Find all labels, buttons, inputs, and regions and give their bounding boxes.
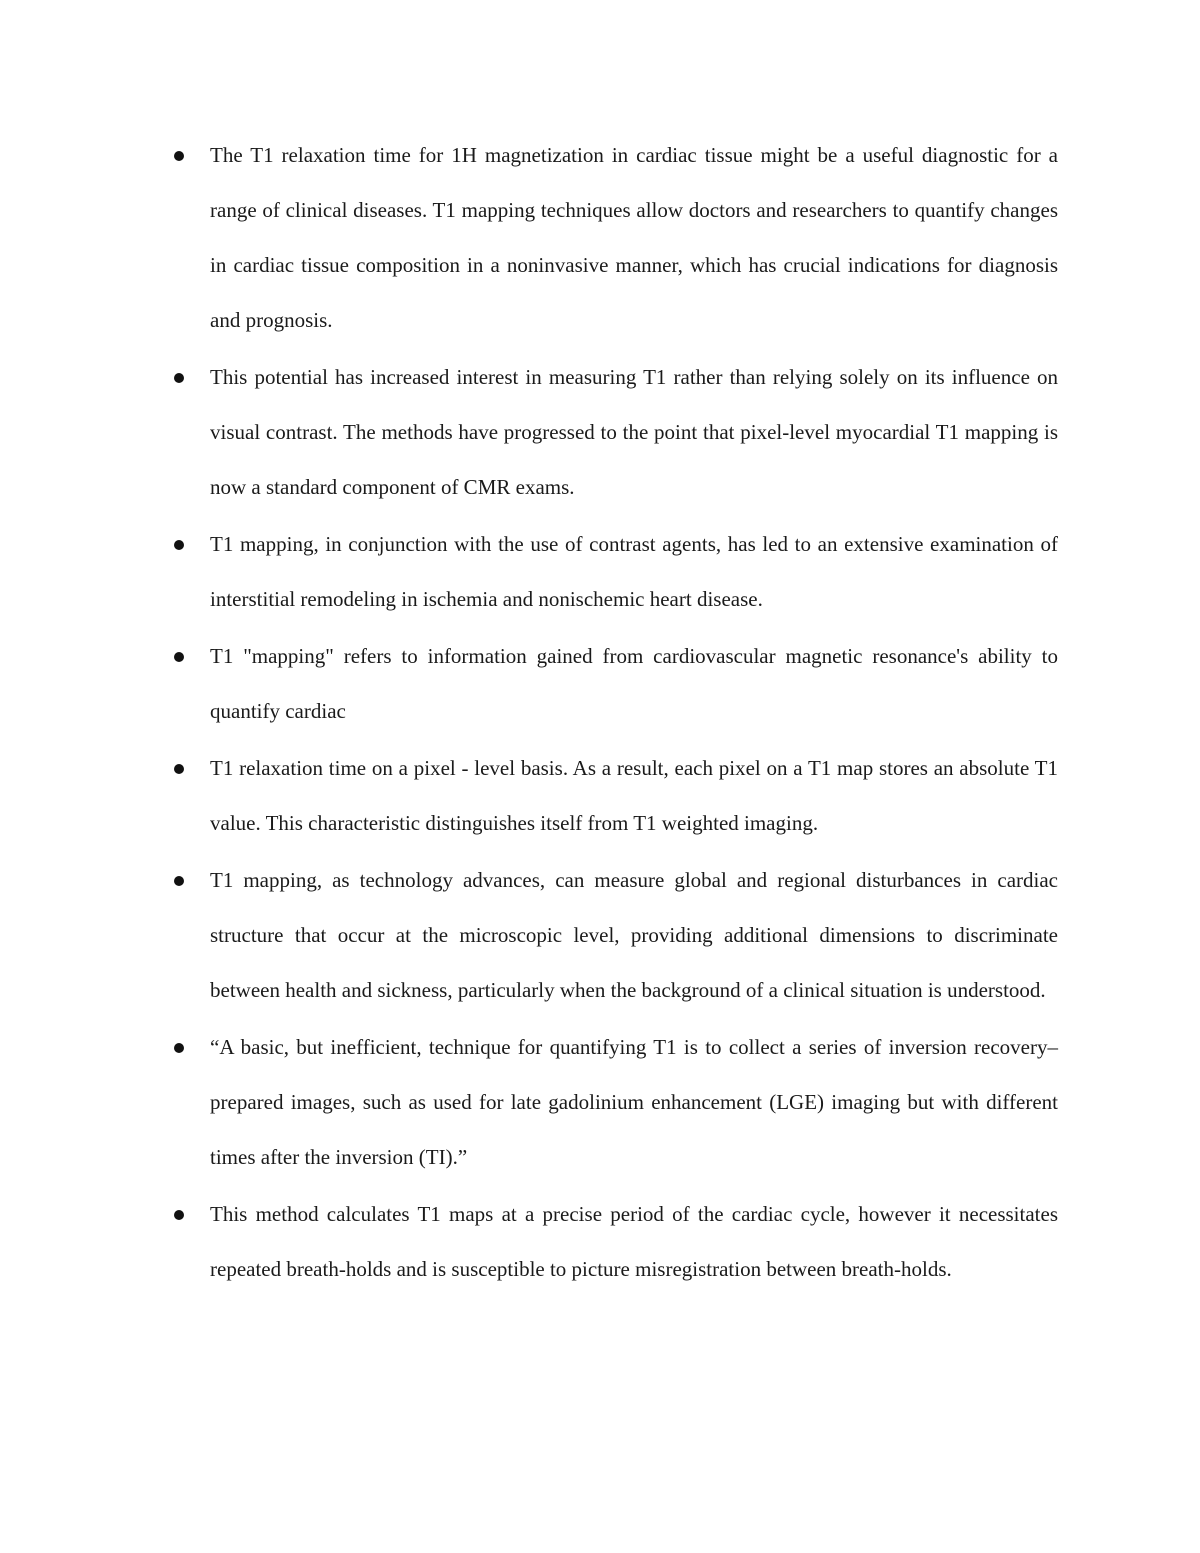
bullet-text: This method calculates T1 maps at a precise period of the cardiac cycle, however it necessitates repeated breath-holds and is susceptible to picture misregistration between breath-holds. — [210, 1202, 1058, 1281]
bullet-icon — [174, 373, 184, 383]
bullet-icon — [174, 876, 184, 886]
bullet-item — [166, 1187, 1058, 1297]
bullet-text: The T1 relaxation time for 1H magnetization in cardiac tissue might be a useful diagnostic for a range of clinical diseases. T1 mapping techniques allow doctors and researchers to quantify changes in cardiac tissue composition in a noninvasive manner, which has crucial indications for diagnosis and prognosis. — [210, 143, 1058, 332]
bullet-item — [166, 853, 1058, 1018]
bullet-icon — [174, 1043, 184, 1053]
bullet-list — [166, 128, 1058, 1299]
bullet-icon — [174, 1210, 184, 1220]
bullet-item — [166, 741, 1058, 851]
bullet-text: T1 relaxation time on a pixel - level basis. As a result, each pixel on a T1 map stores an absolute T1 value. This characteristic distinguishes itself from T1 weighted imaging. — [210, 756, 1058, 835]
bullet-text: T1 mapping, in conjunction with the use of contrast agents, has led to an extensive examination of interstitial remodeling in ischemia and nonischemic heart disease. — [210, 532, 1058, 611]
bullet-text: T1 "mapping" refers to information gained from cardiovascular magnetic resonance's ability to quantify cardiac — [210, 644, 1058, 723]
bullet-item — [166, 1020, 1058, 1185]
bullet-text: T1 mapping, as technology advances, can measure global and regional disturbances in cardiac structure that occur at the microscopic level, providing additional dimensions to discriminate between health and sickness, particularly when the background of a clinical situation is understood. — [210, 868, 1058, 1002]
bullet-icon — [174, 540, 184, 550]
bullet-item — [166, 350, 1058, 515]
bullet-item — [166, 629, 1058, 739]
bullet-text: “A basic, but inefficient, technique for quantifying T1 is to collect a series of inversion recovery–prepared images, such as used for late gadolinium enhancement (LGE) imaging but with different times after the inversion (TI).” — [210, 1035, 1058, 1169]
bullet-icon — [174, 652, 184, 662]
bullet-icon — [174, 764, 184, 774]
bullet-item — [166, 517, 1058, 627]
bullet-icon — [174, 151, 184, 161]
bullet-text: This potential has increased interest in measuring T1 rather than relying solely on its influence on visual contrast. The methods have progressed to the point that pixel-level myocardial T1 mapping is now a standard component of CMR exams. — [210, 365, 1058, 499]
bullet-item — [166, 128, 1058, 348]
